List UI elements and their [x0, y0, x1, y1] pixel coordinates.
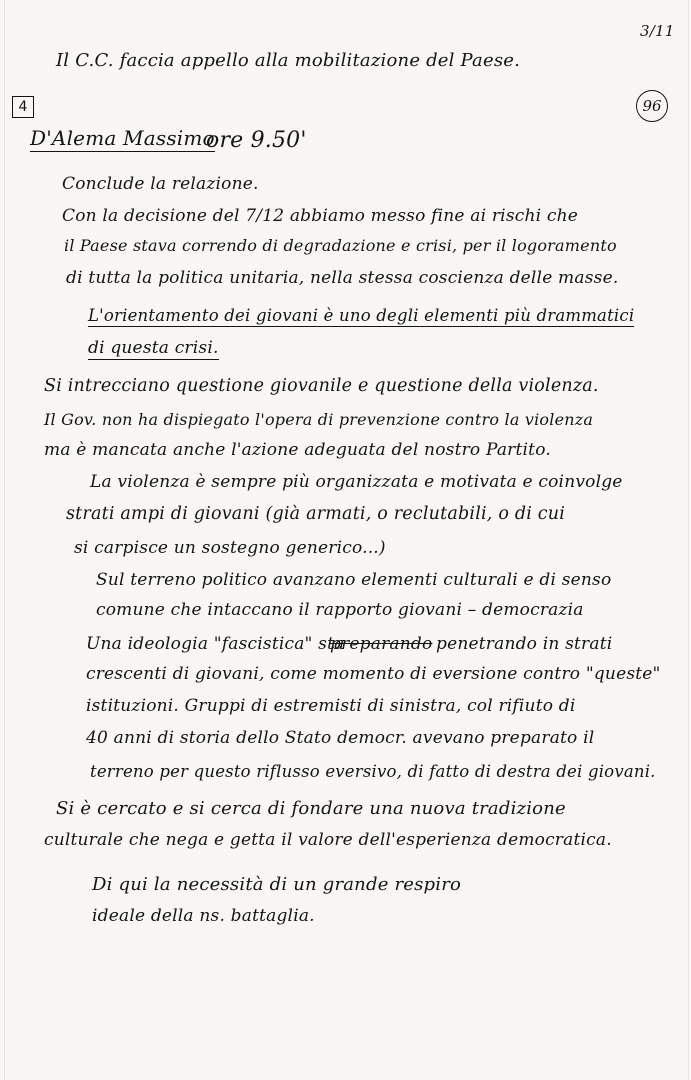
line-15-crossed-word: preparando: [330, 634, 433, 654]
line-10: La violenza è sempre più organizzata e motivata e coinvolge: [90, 472, 623, 492]
line-7: Si intrecciano questione giovanile e questione della violenza.: [44, 376, 599, 396]
line-15a: Una ideologia "fascistica" sta: [86, 634, 345, 654]
line-20: Si è cercato e si cerca di fondare una nuova tradizione: [56, 798, 566, 819]
line-6: di questa crisi.: [88, 338, 219, 358]
line-23: ideale della ns. battaglia.: [92, 906, 315, 926]
speaker-name: D'Alema Massimo: [30, 126, 215, 150]
line-5: L'orientamento dei giovani è uno degli elementi più drammatici: [88, 306, 635, 325]
header-line: Il C.C. faccia appello alla mobilitazione del Paese.: [56, 50, 521, 71]
line-17: istituzioni. Gruppi di estremisti di sinistra, col rifiuto di: [86, 696, 576, 716]
line-18: 40 anni di storia dello Stato democr. avevano preparato il: [86, 728, 595, 748]
line-9: ma è mancata anche l'azione adeguata del nostro Partito.: [44, 440, 551, 460]
line-16: crescenti di giovani, come momento di eversione contro "queste": [86, 664, 661, 684]
line-4: di tutta la politica unitaria, nella stessa coscienza delle masse.: [66, 268, 619, 288]
page-number-circled: 96: [636, 90, 668, 122]
line-19: terreno per questo riflusso eversivo, di fatto di destra dei giovani.: [90, 762, 656, 781]
line-11: strati ampi di giovani (già armati, o reclutabili, o di cui: [66, 504, 566, 524]
line-21: culturale che nega e getta il valore dell'esperienza democratica.: [44, 830, 612, 850]
page-number: 3/11: [640, 22, 675, 40]
line-8: Il Gov. non ha dispiegato l'opera di prevenzione contro la violenza: [44, 410, 594, 429]
line-15b: penetrando in strati: [436, 634, 613, 654]
item-number: 4: [12, 96, 34, 118]
line-14: comune che intaccano il rapporto giovani – democrazia: [96, 600, 584, 620]
line-12: si carpisce un sostegno generico...): [74, 538, 386, 558]
line-13: Sul terreno politico avanzano elementi culturali e di senso: [96, 570, 612, 590]
line-1: Conclude la relazione.: [62, 174, 259, 194]
line-2: Con la decisione del 7/12 abbiamo messo fine ai rischi che: [62, 206, 578, 226]
speaker-time: ore 9.50': [206, 128, 307, 153]
line-3: il Paese stava correndo di degradazione e crisi, per il logoramento: [64, 236, 617, 255]
line-22: Di qui la necessità di un grande respiro: [92, 874, 462, 895]
